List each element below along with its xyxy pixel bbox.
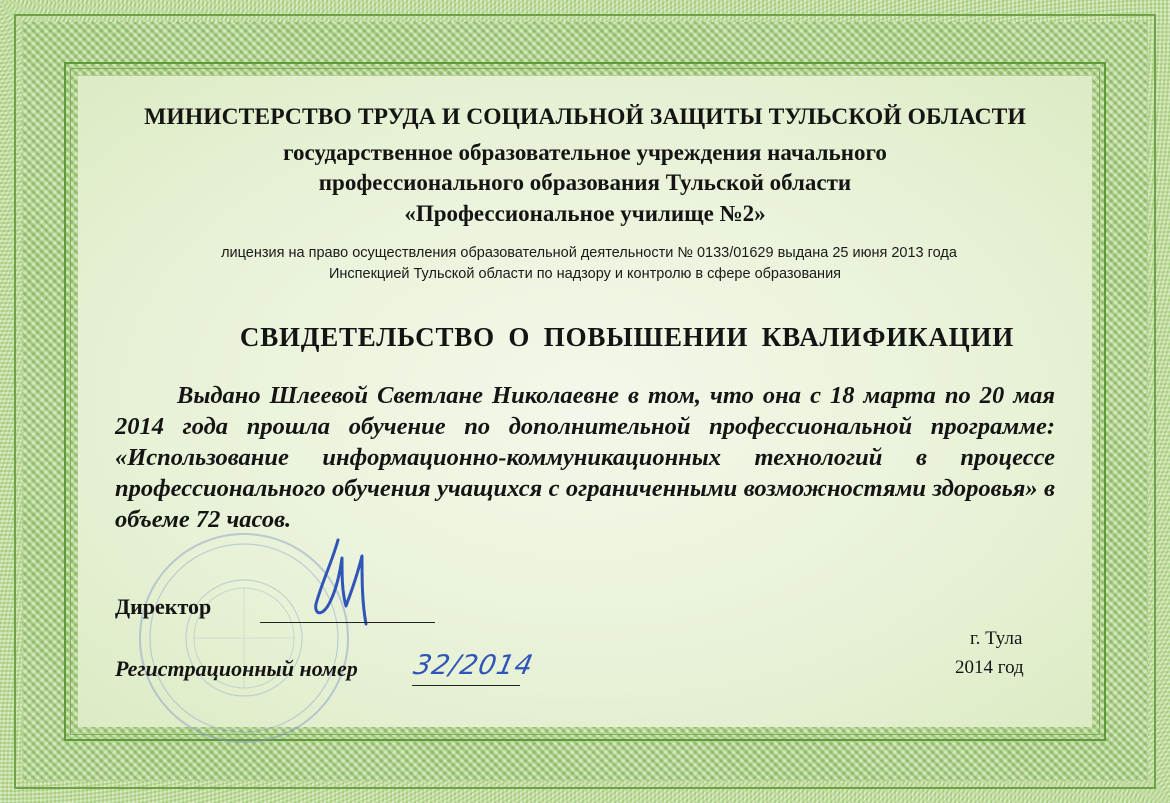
registration-number: 32/2014: [410, 650, 537, 681]
certificate-body: Выдано Шлеевой Светлане Николаевне в том, что она с 18 марта по 20 мая 2014 года прошла обучение по дополнительной профессиональной программе: «Использование информационно-коммуникационных технологий в процессе профессионального обучения учащихся с ограниченными возможностями здоровья» в объеме 72 часов.: [115, 382, 1055, 533]
registration-number-line: [412, 685, 520, 686]
institution-line-1: государственное образовательное учреждения начального: [283, 140, 887, 165]
license-line-2: Инспекцией Тульской области по надзору и контролю в сфере образования: [328, 266, 842, 282]
institution-name: «Профессиональное училище №2»: [404, 201, 766, 226]
registration-label: Регистрационный номер: [115, 656, 358, 681]
issue-year: 2014 год: [955, 657, 1024, 678]
certificate-title: СВИДЕТЕЛЬСТВО О ПОВЫШЕНИИ КВАЛИФИКАЦИИ: [239, 322, 1015, 352]
director-signature-line: [260, 622, 435, 623]
license-line-1: лицензия на право осуществления образовательной деятельности № 0133/01629 выдана 25 июня 2013 года: [221, 245, 957, 261]
director-signature-icon: [292, 532, 392, 632]
ministry-heading: МИНИСТЕРСТВО ТРУДА И СОЦИАЛЬНОЙ ЗАЩИТЫ ТУЛЬСКОЙ ОБЛАСТИ: [144, 104, 1026, 130]
city: г. Тула: [970, 628, 1023, 649]
director-label: Директор: [115, 594, 212, 619]
institution-line-2: профессионального образования Тульской области: [318, 170, 852, 195]
